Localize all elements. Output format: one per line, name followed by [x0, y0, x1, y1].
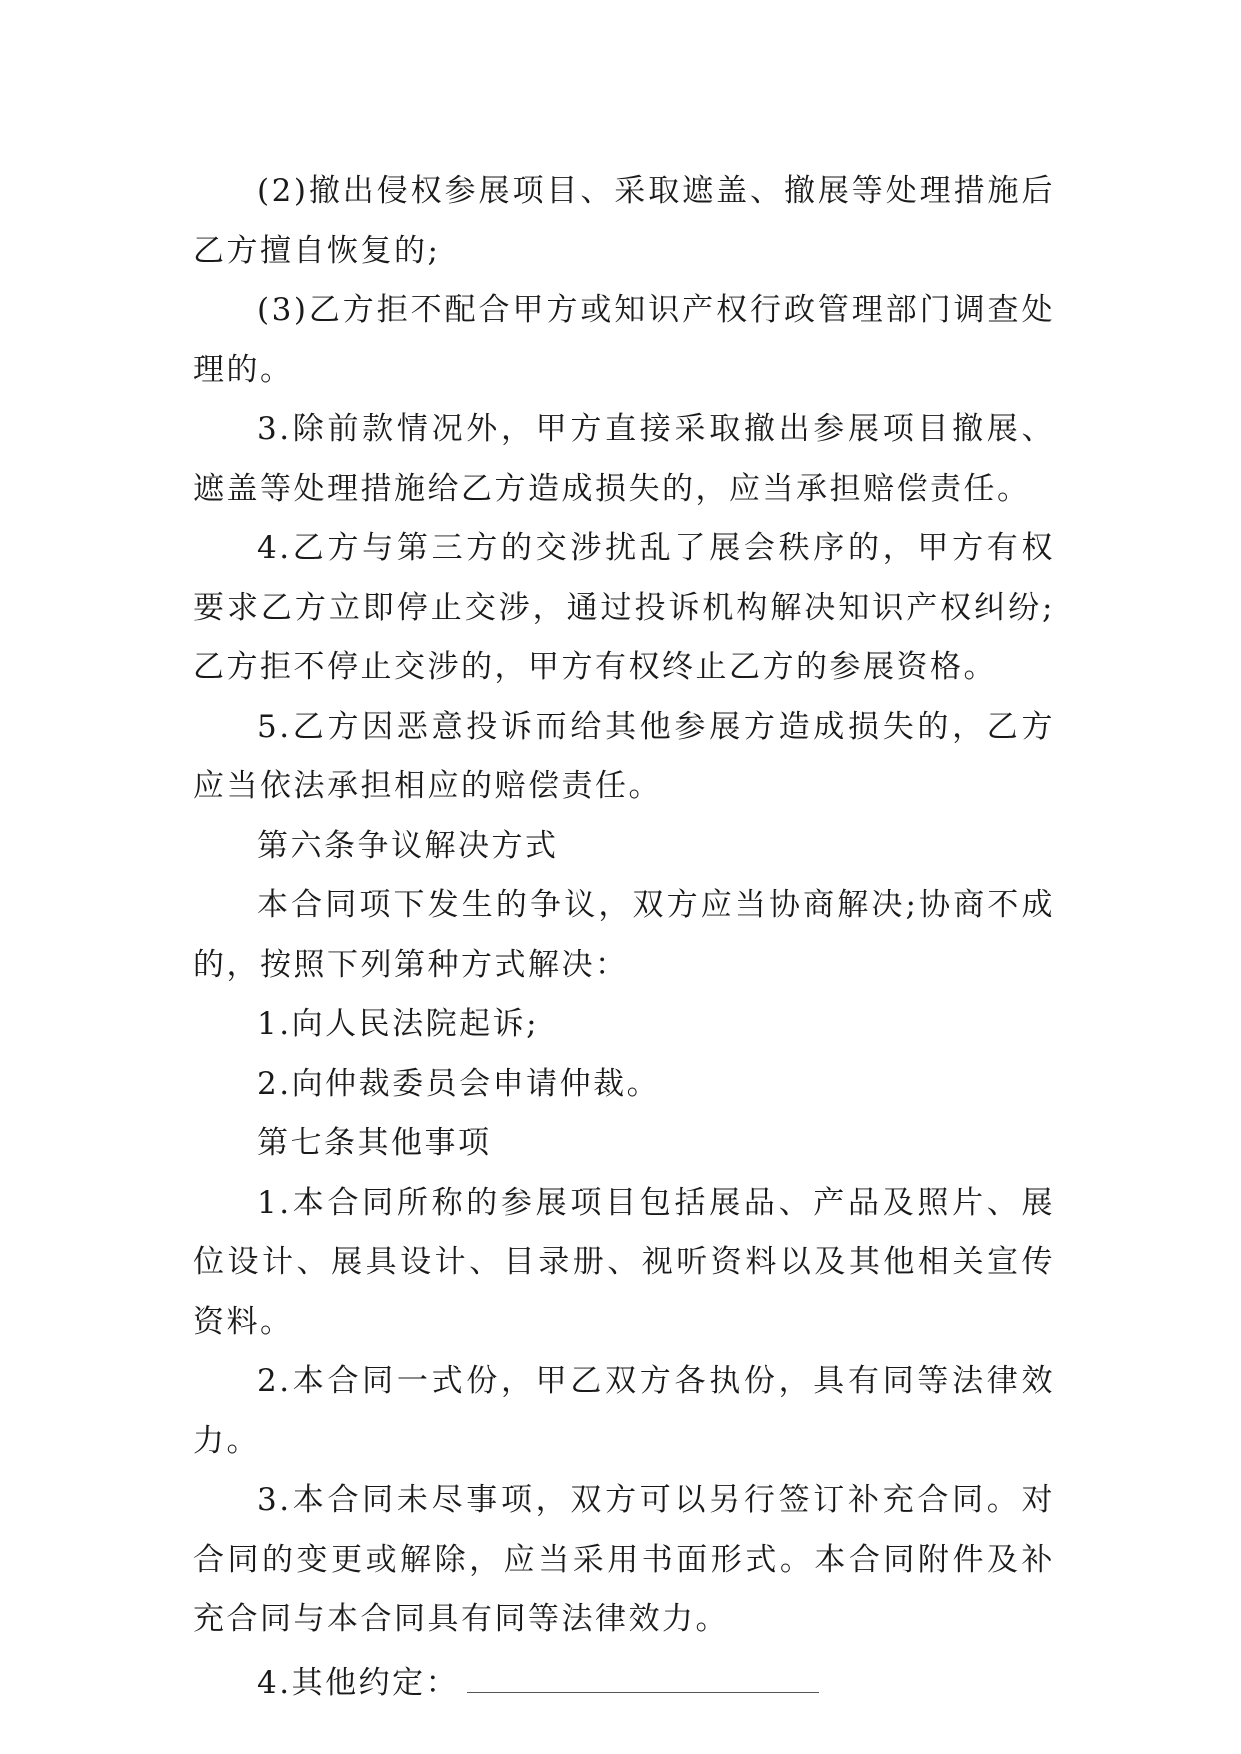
clause-paragraph-5: 5.乙方因恶意投诉而给其他参展方造成损失的，乙方应当依法承担相应的赔偿责任。: [193, 708, 1055, 804]
article-7-item-3: 3.本合同未尽事项，双方可以另行签订补充合同。对合同的变更或解除，应当采用书面形式。本合同附件及补充合同与本合同具有同等法律效力。: [193, 1482, 1055, 1637]
clause-item-3: (3)乙方拒不配合甲方或知识产权行政管理部门调查处理的。: [193, 292, 1055, 388]
article-7-item-4: [193, 1654, 1055, 1714]
article-7-heading: 第七条其他事项: [257, 1125, 492, 1161]
other-agreement-label: 4.其他约定：: [257, 1664, 460, 1701]
fill-in-blank-line[interactable]: [467, 1656, 819, 1693]
clause-item-2: (2)撤出侵权参展项目、采取遮盖、撤展等处理措施后乙方擅自恢复的;: [193, 173, 1055, 269]
article-7-item-1: 1.本合同所称的参展项目包括展品、产品及照片、展位设计、展具设计、目录册、视听资料以及其他相关宣传资料。: [193, 1184, 1055, 1340]
article-6-intro: 本合同项下发生的争议，双方应当协商解决;协商不成的，按照下列第种方式解决：: [193, 887, 1055, 983]
article-6-heading: 第六条争议解决方式: [257, 827, 559, 864]
clause-paragraph-4: 4.乙方与第三方的交涉扰乱了展会秩序的，甲方有权要求乙方立即停止交涉，通过投诉机构解决知识产权纠纷;乙方拒不停止交涉的，甲方有权终止乙方的参展资格。: [193, 530, 1055, 685]
document-body: [193, 162, 1055, 1713]
article-7-item-2: 2.本合同一式份，甲乙双方各执份，具有同等法律效力。: [193, 1363, 1055, 1459]
article-6-option-2: 2.向仲裁委员会申请仲裁。: [257, 1065, 661, 1102]
article-6-option-1: 1.向人民法院起诉;: [257, 1006, 540, 1042]
clause-paragraph-3: 3.除前款情况外，甲方直接采取撤出参展项目撤展、遮盖等处理措施给乙方造成损失的，应当承担赔偿责任。: [193, 411, 1055, 507]
